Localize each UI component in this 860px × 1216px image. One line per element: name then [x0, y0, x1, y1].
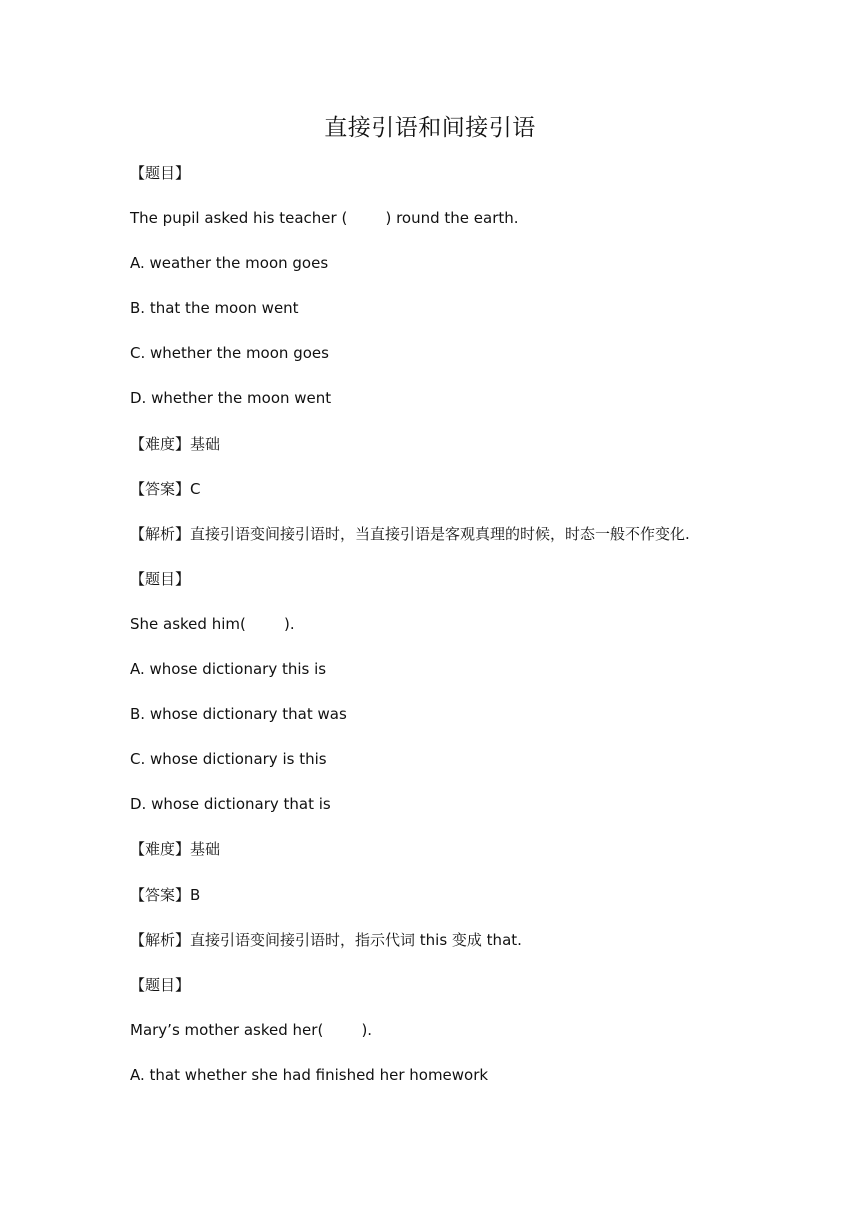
- q1-option-b: B. that the moon went: [130, 299, 299, 318]
- q2-difficulty: 【难度】基础: [130, 840, 221, 859]
- q1-section-label: 【题目】: [130, 164, 191, 182]
- q1-option-c: C. whether the moon goes: [130, 344, 329, 363]
- q1-explanation: 【解析】直接引语变间接引语时，当直接引语是客观真理的时候，时态一般不作变化.: [130, 524, 690, 543]
- q2-question: She asked him( ).: [130, 614, 295, 633]
- q3-option-a: A. that whether she had finished her homework: [130, 1065, 489, 1084]
- q1-option-d: D. whether the moon went: [130, 389, 332, 408]
- q2-section-label: 【题目】: [130, 569, 191, 588]
- q1-difficulty: 【难度】基础: [130, 434, 221, 453]
- q3-section-label: 【题目】: [130, 975, 191, 994]
- q3-question: Mary’s mother asked her( ).: [130, 1020, 373, 1039]
- q2-explanation: 【解析】直接引语变间接引语时，指示代词 this 变成 that.: [130, 930, 522, 949]
- document-body: [130, 159, 770, 1106]
- q2-option-c: C. whose dictionary is this: [130, 750, 327, 769]
- q2-option-b: B. whose dictionary that was: [130, 705, 347, 724]
- document-title: 直接引语和间接引语: [324, 115, 536, 141]
- q2-option-d: D. whose dictionary that is: [130, 795, 331, 814]
- q2-answer: 【答案】B: [130, 885, 201, 904]
- q2-option-a: A. whose dictionary this is: [130, 660, 327, 679]
- q1-answer: 【答案】C: [130, 479, 201, 498]
- q1-option-a: A. weather the moon goes: [130, 254, 329, 273]
- q1-question: The pupil asked his teacher ( ) round the earth.: [130, 209, 519, 228]
